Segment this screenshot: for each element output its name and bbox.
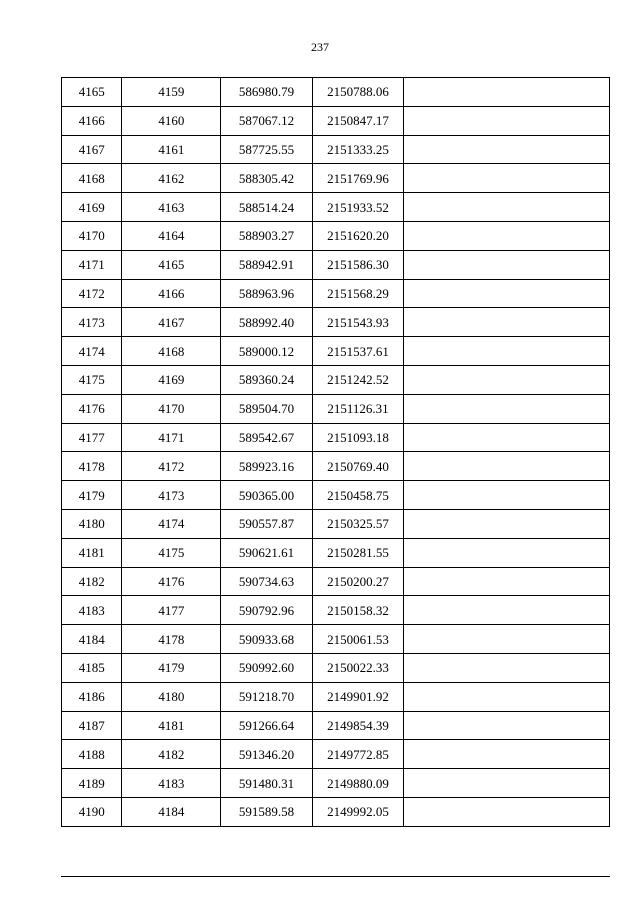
table-row — [62, 653, 610, 682]
point-number-cell: 4161 — [122, 135, 221, 164]
y-coordinate-cell: 2151568.29 — [312, 279, 404, 308]
point-number-cell: 4181 — [122, 711, 221, 740]
y-coordinate-cell: 2150200.27 — [312, 567, 404, 596]
row-index-cell: 4177 — [62, 423, 122, 452]
row-index-cell: 4182 — [62, 567, 122, 596]
table-row — [62, 769, 610, 798]
y-coordinate-cell: 2150022.33 — [312, 653, 404, 682]
note-cell — [404, 250, 610, 279]
y-coordinate-cell: 2150158.32 — [312, 596, 404, 625]
point-number-cell: 4172 — [122, 452, 221, 481]
table-row — [62, 279, 610, 308]
y-coordinate-cell: 2150325.57 — [312, 509, 404, 538]
point-number-cell: 4159 — [122, 78, 221, 107]
x-coordinate-cell: 588963.96 — [221, 279, 312, 308]
x-coordinate-cell: 591589.58 — [221, 797, 312, 826]
x-coordinate-cell: 590621.61 — [221, 538, 312, 567]
note-cell — [404, 423, 610, 452]
x-coordinate-cell: 587725.55 — [221, 135, 312, 164]
table-row — [62, 221, 610, 250]
y-coordinate-cell: 2151933.52 — [312, 193, 404, 222]
row-index-cell: 4179 — [62, 481, 122, 510]
table-row — [62, 567, 610, 596]
row-index-cell: 4166 — [62, 106, 122, 135]
row-index-cell: 4181 — [62, 538, 122, 567]
x-coordinate-cell: 590365.00 — [221, 481, 312, 510]
point-number-cell: 4169 — [122, 365, 221, 394]
table-row — [62, 711, 610, 740]
note-cell — [404, 193, 610, 222]
row-index-cell: 4174 — [62, 337, 122, 366]
x-coordinate-cell: 588514.24 — [221, 193, 312, 222]
note-cell — [404, 135, 610, 164]
note-cell — [404, 567, 610, 596]
table-row — [62, 509, 610, 538]
y-coordinate-cell: 2149854.39 — [312, 711, 404, 740]
note-cell — [404, 682, 610, 711]
x-coordinate-cell: 591480.31 — [221, 769, 312, 798]
note-cell — [404, 653, 610, 682]
point-number-cell: 4165 — [122, 250, 221, 279]
row-index-cell: 4169 — [62, 193, 122, 222]
y-coordinate-cell: 2150458.75 — [312, 481, 404, 510]
row-index-cell: 4188 — [62, 740, 122, 769]
y-coordinate-cell: 2151769.96 — [312, 164, 404, 193]
note-cell — [404, 394, 610, 423]
x-coordinate-cell: 591346.20 — [221, 740, 312, 769]
table-row — [62, 740, 610, 769]
y-coordinate-cell: 2150769.40 — [312, 452, 404, 481]
point-number-cell: 4173 — [122, 481, 221, 510]
point-number-cell: 4176 — [122, 567, 221, 596]
row-index-cell: 4185 — [62, 653, 122, 682]
table-row — [62, 625, 610, 654]
row-index-cell: 4175 — [62, 365, 122, 394]
note-cell — [404, 625, 610, 654]
point-number-cell: 4166 — [122, 279, 221, 308]
y-coordinate-cell: 2149772.85 — [312, 740, 404, 769]
y-coordinate-cell: 2150061.53 — [312, 625, 404, 654]
row-index-cell: 4189 — [62, 769, 122, 798]
page-number: 237 — [311, 40, 329, 54]
table-row — [62, 682, 610, 711]
table-row — [62, 423, 610, 452]
x-coordinate-cell: 588942.91 — [221, 250, 312, 279]
table-row — [62, 308, 610, 337]
point-number-cell: 4178 — [122, 625, 221, 654]
table-row — [62, 106, 610, 135]
note-cell — [404, 365, 610, 394]
y-coordinate-cell: 2151537.61 — [312, 337, 404, 366]
table-row — [62, 797, 610, 826]
point-number-cell: 4160 — [122, 106, 221, 135]
point-number-cell: 4180 — [122, 682, 221, 711]
table-row — [62, 337, 610, 366]
point-number-cell: 4179 — [122, 653, 221, 682]
y-coordinate-cell: 2150847.17 — [312, 106, 404, 135]
row-index-cell: 4184 — [62, 625, 122, 654]
table-row — [62, 365, 610, 394]
x-coordinate-cell: 590792.96 — [221, 596, 312, 625]
x-coordinate-cell: 586980.79 — [221, 78, 312, 107]
y-coordinate-cell: 2149880.09 — [312, 769, 404, 798]
row-index-cell: 4171 — [62, 250, 122, 279]
note-cell — [404, 308, 610, 337]
point-number-cell: 4167 — [122, 308, 221, 337]
point-number-cell: 4184 — [122, 797, 221, 826]
table-row — [62, 250, 610, 279]
x-coordinate-cell: 588305.42 — [221, 164, 312, 193]
x-coordinate-cell: 589542.67 — [221, 423, 312, 452]
point-number-cell: 4171 — [122, 423, 221, 452]
point-number-cell: 4162 — [122, 164, 221, 193]
table-row — [62, 452, 610, 481]
note-cell — [404, 78, 610, 107]
note-cell — [404, 797, 610, 826]
row-index-cell: 4173 — [62, 308, 122, 337]
note-cell — [404, 164, 610, 193]
row-index-cell: 4167 — [62, 135, 122, 164]
x-coordinate-cell: 591266.64 — [221, 711, 312, 740]
table-row — [62, 538, 610, 567]
point-number-cell: 4170 — [122, 394, 221, 423]
row-index-cell: 4180 — [62, 509, 122, 538]
row-index-cell: 4178 — [62, 452, 122, 481]
table-row — [62, 135, 610, 164]
table-row — [62, 78, 610, 107]
note-cell — [404, 337, 610, 366]
table-row — [62, 193, 610, 222]
y-coordinate-cell: 2149901.92 — [312, 682, 404, 711]
y-coordinate-cell: 2150281.55 — [312, 538, 404, 567]
y-coordinate-cell: 2149992.05 — [312, 797, 404, 826]
note-cell — [404, 740, 610, 769]
row-index-cell: 4186 — [62, 682, 122, 711]
note-cell — [404, 769, 610, 798]
x-coordinate-cell: 588992.40 — [221, 308, 312, 337]
note-cell — [404, 538, 610, 567]
row-index-cell: 4165 — [62, 78, 122, 107]
table-row — [62, 596, 610, 625]
x-coordinate-cell: 589923.16 — [221, 452, 312, 481]
row-index-cell: 4187 — [62, 711, 122, 740]
note-cell — [404, 106, 610, 135]
table-body — [62, 78, 610, 827]
y-coordinate-cell: 2151586.30 — [312, 250, 404, 279]
x-coordinate-cell: 590734.63 — [221, 567, 312, 596]
row-index-cell: 4183 — [62, 596, 122, 625]
point-number-cell: 4174 — [122, 509, 221, 538]
y-coordinate-cell: 2151543.93 — [312, 308, 404, 337]
row-index-cell: 4190 — [62, 797, 122, 826]
y-coordinate-cell: 2151620.20 — [312, 221, 404, 250]
row-index-cell: 4170 — [62, 221, 122, 250]
x-coordinate-cell: 589000.12 — [221, 337, 312, 366]
row-index-cell: 4176 — [62, 394, 122, 423]
y-coordinate-cell: 2151093.18 — [312, 423, 404, 452]
point-number-cell: 4183 — [122, 769, 221, 798]
row-index-cell: 4168 — [62, 164, 122, 193]
point-number-cell: 4163 — [122, 193, 221, 222]
note-cell — [404, 279, 610, 308]
x-coordinate-cell: 589360.24 — [221, 365, 312, 394]
footer-divider — [61, 876, 610, 877]
note-cell — [404, 596, 610, 625]
x-coordinate-cell: 587067.12 — [221, 106, 312, 135]
x-coordinate-cell: 590933.68 — [221, 625, 312, 654]
note-cell — [404, 481, 610, 510]
y-coordinate-cell: 2150788.06 — [312, 78, 404, 107]
x-coordinate-cell: 588903.27 — [221, 221, 312, 250]
row-index-cell: 4172 — [62, 279, 122, 308]
x-coordinate-cell: 591218.70 — [221, 682, 312, 711]
coordinates-table — [61, 77, 610, 827]
table-row — [62, 164, 610, 193]
table-row — [62, 394, 610, 423]
note-cell — [404, 221, 610, 250]
point-number-cell: 4175 — [122, 538, 221, 567]
x-coordinate-cell: 590557.87 — [221, 509, 312, 538]
x-coordinate-cell: 590992.60 — [221, 653, 312, 682]
y-coordinate-cell: 2151126.31 — [312, 394, 404, 423]
point-number-cell: 4168 — [122, 337, 221, 366]
y-coordinate-cell: 2151333.25 — [312, 135, 404, 164]
note-cell — [404, 711, 610, 740]
point-number-cell: 4164 — [122, 221, 221, 250]
note-cell — [404, 452, 610, 481]
y-coordinate-cell: 2151242.52 — [312, 365, 404, 394]
x-coordinate-cell: 589504.70 — [221, 394, 312, 423]
point-number-cell: 4177 — [122, 596, 221, 625]
table-row — [62, 481, 610, 510]
note-cell — [404, 509, 610, 538]
point-number-cell: 4182 — [122, 740, 221, 769]
